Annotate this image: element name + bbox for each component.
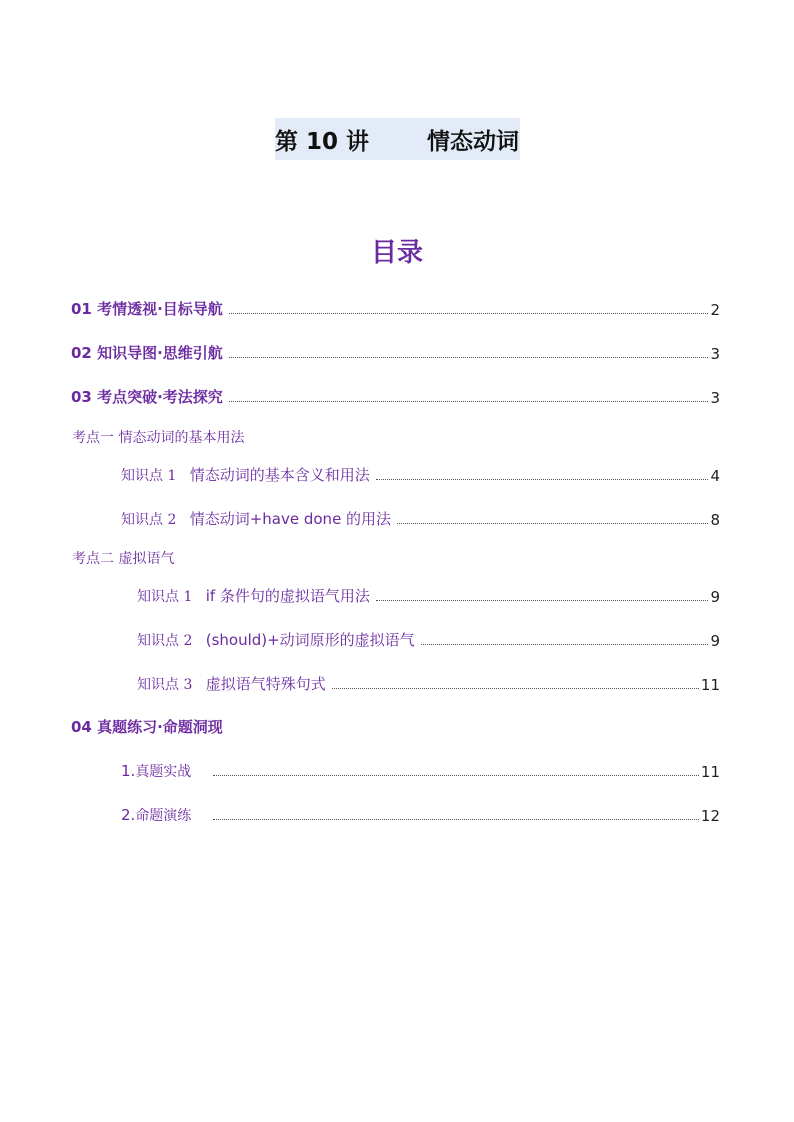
knowledge-point-text: 情态动词+have done 的用法 (189, 510, 392, 528)
dot-leader (213, 774, 699, 776)
dot-leader (332, 687, 699, 689)
toc-entry-01[interactable] (71, 297, 720, 319)
toc-page-number: 4 (710, 467, 720, 485)
toc-page-number: 12 (700, 807, 720, 825)
toc-page-number: 8 (710, 511, 720, 529)
toc-entry-03[interactable] (71, 385, 720, 407)
dot-leader (397, 522, 708, 524)
toc-entry-kd2-k3[interactable] (137, 672, 720, 694)
knowledge-point-prefix: 知识点 1 (137, 589, 193, 605)
toc-page-number: 11 (700, 676, 720, 694)
toc-entry-label (121, 805, 207, 825)
dot-leader (229, 400, 709, 402)
knowledge-point-text: 情态动词的基本含义和用法 (189, 466, 370, 484)
toc-entry-label (121, 761, 207, 781)
toc-entry-label: 02 知识导图·思维引航 (71, 344, 223, 362)
toc-entry-kd1-k1[interactable] (121, 463, 720, 485)
dot-leader (421, 643, 709, 645)
toc-entry-02[interactable] (71, 341, 720, 363)
item-text: 命题演练 (135, 808, 192, 824)
toc-page-number: 3 (710, 389, 720, 407)
lecture-topic: 情态动词 (427, 128, 520, 155)
toc-entry-label: 01 考情透视·目标导航 (71, 300, 223, 318)
toc-page-number: 2 (710, 301, 720, 319)
knowledge-point-text: if 条件句的虚拟语气用法 (205, 587, 370, 605)
lecture-title (275, 118, 520, 160)
dot-leader (376, 478, 709, 480)
dot-leader (229, 356, 709, 358)
toc-entry-label (121, 508, 391, 529)
knowledge-point-prefix: 知识点 1 (121, 468, 177, 484)
knowledge-point-prefix: 知识点 2 (137, 633, 193, 649)
knowledge-point-prefix: 知识点 2 (121, 512, 177, 528)
toc-page-number: 9 (710, 588, 720, 606)
item-text: 真题实战 (135, 764, 192, 780)
toc-entry-kd2-k2[interactable] (137, 628, 720, 650)
toc-entry-kd2-k1[interactable] (137, 584, 720, 606)
knowledge-point-text: (should)+动词原形的虚拟语气 (205, 631, 415, 649)
toc-entry-label (121, 464, 370, 485)
toc-entry-s4-1[interactable] (121, 759, 720, 781)
toc-entry-label: 03 考点突破·考法探究 (71, 388, 223, 406)
toc-entry-kd1-k2[interactable] (121, 507, 720, 529)
toc-entry-label (137, 585, 370, 606)
toc-subsection-kaodian-2[interactable]: 考点二 虚拟语气 (72, 551, 175, 567)
toc-entry-label (137, 629, 415, 650)
dot-leader (376, 599, 709, 601)
toc-entry-label (137, 673, 326, 694)
toc-page-number: 3 (710, 345, 720, 363)
toc-page-number: 11 (700, 763, 720, 781)
knowledge-point-prefix: 知识点 3 (137, 677, 193, 693)
knowledge-point-text: 虚拟语气特殊句式 (205, 675, 326, 693)
item-prefix: 1. (121, 762, 136, 780)
toc-heading: 目录 (370, 238, 423, 268)
dot-leader (229, 312, 709, 314)
toc-subsection-kaodian-1[interactable]: 考点一 情态动词的基本用法 (72, 430, 245, 446)
toc-page-number: 9 (710, 632, 720, 650)
lecture-number: 第 10 讲 (275, 128, 370, 155)
toc-entry-04[interactable]: 04 真题练习·命题洞现 (71, 718, 223, 736)
item-prefix: 2. (121, 806, 136, 824)
dot-leader (213, 818, 699, 820)
toc-entry-s4-2[interactable] (121, 803, 720, 825)
